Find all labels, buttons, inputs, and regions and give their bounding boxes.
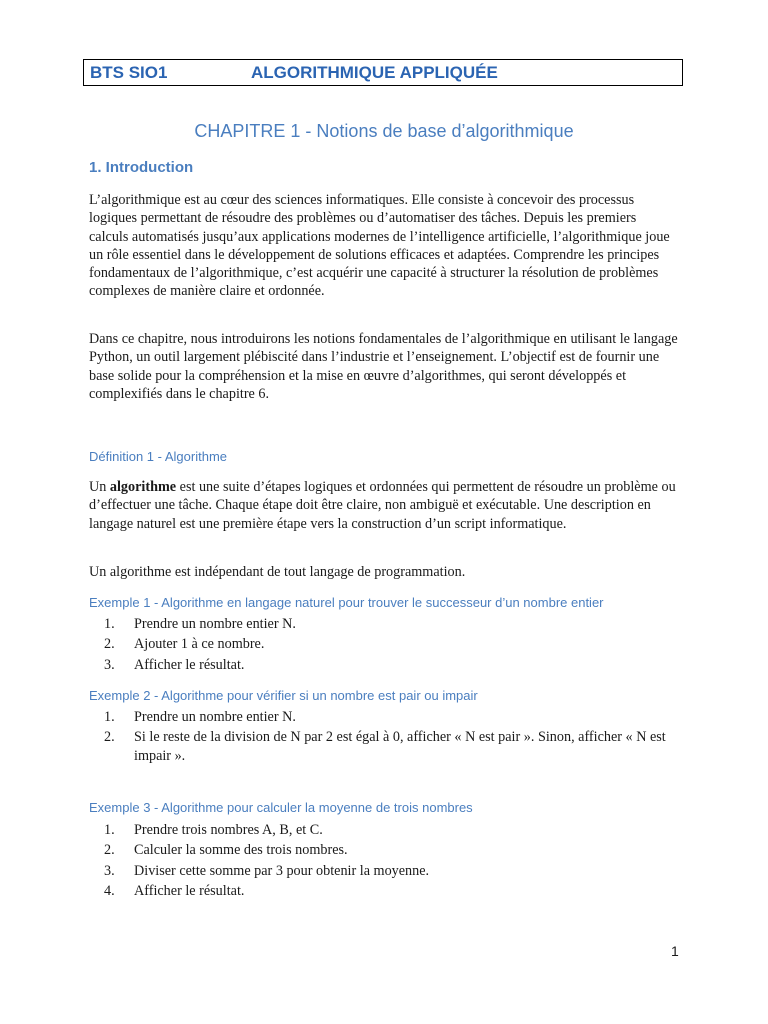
list-number: 3. xyxy=(104,862,115,879)
list-text: Prendre un nombre entier N. xyxy=(134,616,296,632)
list-text: Afficher le résultat. xyxy=(134,882,245,899)
list-text: Afficher le résultat. xyxy=(134,656,245,673)
list-number: 4. xyxy=(104,882,115,899)
header-box xyxy=(83,59,683,86)
list-item xyxy=(89,862,679,880)
example-2-list xyxy=(89,708,679,765)
list-text: Ajouter 1 à ce nombre. xyxy=(134,636,265,653)
list-item xyxy=(89,882,679,900)
chapter-title: CHAPITRE 1 - Notions de base d’algorithmique xyxy=(194,121,574,141)
list-item xyxy=(89,656,679,674)
list-text: Diviser cette somme par 3 pour obtenir la moyenne. xyxy=(134,862,430,879)
list-text: Prendre trois nombres A, B, et C. xyxy=(134,822,323,838)
list-item xyxy=(89,821,679,839)
list-number: 1. xyxy=(104,822,115,838)
definition-text: est une suite d’étapes logiques et ordonnées qui permettent de résoudre un problème ou d’effectuer une tâche. Chaque étape doit être claire, non ambiguë et exécutable. Une description en langage naturel est une première étape vers la construction d’un script informatique. xyxy=(89,479,676,532)
list-text: Si le reste de la division de N par 2 est égal à 0, afficher « N est pair ». Sinon, afficher « N est impair ». xyxy=(134,729,666,764)
example-1-title: Exemple 1 - Algorithme en langage naturel pour trouver le successeur d’un nombre entier xyxy=(89,595,604,610)
example-1-list xyxy=(89,615,679,674)
list-item xyxy=(89,708,679,726)
list-item xyxy=(89,728,679,765)
list-item xyxy=(89,841,679,859)
definition-paragraph xyxy=(89,478,679,533)
definition-term: algorithme xyxy=(109,479,177,495)
definition-label: Définition 1 - Algorithme xyxy=(89,449,228,464)
list-text: Prendre un nombre entier N. xyxy=(134,709,296,725)
page-number: 1 xyxy=(671,943,679,959)
list-number: 3. xyxy=(104,656,115,673)
list-number: 2. xyxy=(104,729,115,746)
list-item xyxy=(89,615,679,633)
list-number: 2. xyxy=(104,636,115,653)
list-number: 1. xyxy=(104,709,115,725)
intro-paragraph-2: Dans ce chapitre, nous introduirons les notions fondamentales de l’algorithmique en utilisant le langage Python, un outil largement plébiscité dans l’industrie et l’enseignement. L’objectif est de fournir une base solide pour la compréhension et la mise en œuvre d’algorithmes, qui seront développés et complexifiés dans le chapitre 6. xyxy=(89,331,678,402)
list-text: Calculer la somme des trois nombres. xyxy=(134,842,348,859)
definition-prefix: Un xyxy=(89,479,110,495)
example-3-title: Exemple 3 - Algorithme pour calculer la moyenne de trois nombres xyxy=(89,800,473,815)
example-3-list xyxy=(89,821,679,900)
subject-label: ALGORITHMIQUE APPLIQUÉE xyxy=(251,63,498,82)
definition-note: Un algorithme est indépendant de tout langage de programmation. xyxy=(89,564,466,580)
intro-paragraph-1: L’algorithmique est au cœur des sciences informatiques. Elle consiste à concevoir des processus logiques permettant de résoudre des problèmes ou d’automatiser des tâches. Depuis les premiers calculs automatisés jusqu’aux applications modernes de l’intelligence artificielle, l’algorithmique joue un rôle essentiel dans le développement de solutions efficaces et adaptées. Comprendre les principes fondamentaux de l’algorithmique, c’est acquérir une capacité à structurer la résolution de problèmes complexes de manière claire et ordonnée. xyxy=(89,192,670,300)
section-title: 1. Introduction xyxy=(89,159,194,176)
course-label: BTS SIO1 xyxy=(90,63,168,82)
example-2-title: Exemple 2 - Algorithme pour vérifier si un nombre est pair ou impair xyxy=(89,688,478,703)
list-number: 1. xyxy=(104,616,115,632)
list-item xyxy=(89,635,679,653)
list-number: 2. xyxy=(104,842,115,859)
